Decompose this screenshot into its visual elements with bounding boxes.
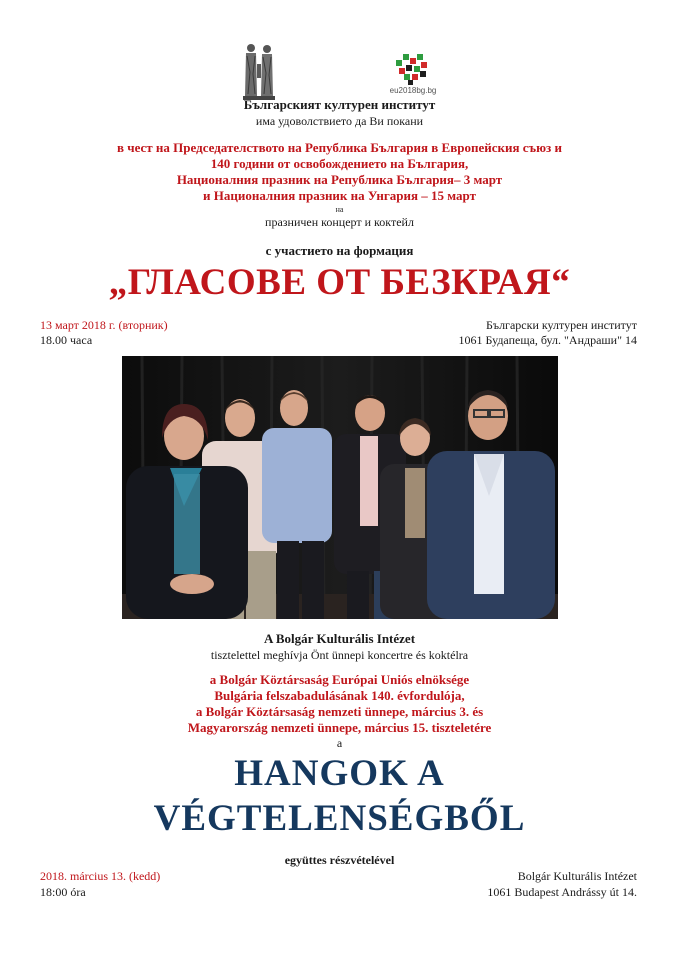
bg-pleasure-line: има удоволствието да Ви покани bbox=[255, 114, 424, 128]
eu-presidency-caption: eu2018bg.bg bbox=[389, 86, 437, 95]
hu-title-line1: HANGOK A bbox=[234, 753, 445, 794]
bg-na: на bbox=[335, 205, 344, 214]
hu-honor-line: Magyarország nemzeti ünnepe, március 15. tiszteletére bbox=[187, 720, 492, 735]
hu-a: a bbox=[336, 736, 343, 750]
hu-participation-line: együttes részvételével bbox=[284, 853, 395, 867]
bg-event-line: празничен концерт и коктейл bbox=[265, 215, 414, 229]
hu-address: 1061 Budapest Andrássy út 14. bbox=[487, 885, 637, 899]
bg-venue: Български културен институт bbox=[485, 318, 637, 332]
hu-venue: Bolgár Kulturális Intézet bbox=[517, 869, 637, 883]
bg-participation-line: с участието на формация bbox=[265, 243, 414, 258]
bg-address: 1061 Будапеща, бул. "Андраши" 14 bbox=[458, 333, 637, 347]
hu-invite-line: tisztelettel meghívja Önt ünnepi koncertre és koktélra bbox=[210, 648, 469, 662]
bg-honor-line: в чест на Председателството на Република България в Европейския съюз и bbox=[117, 140, 562, 155]
hu-honor-line: a Bolgár Köztársaság Európai Uniós elnöksége bbox=[209, 672, 470, 687]
bg-time: 18.00 часа bbox=[40, 333, 93, 347]
bg-title: „ГЛАСОВЕ ОТ БЕЗКРАЯ“ bbox=[108, 262, 571, 303]
bg-honor-line: и Националния празник на Унгария – 15 март bbox=[203, 188, 476, 203]
hu-institute-name: A Bolgár Kulturális Intézet bbox=[263, 631, 416, 646]
saints-statue-logo bbox=[241, 42, 277, 100]
bg-honor-line: 140 години от освобождението на България, bbox=[210, 156, 469, 171]
hu-honor-line: Bulgária felszabadulásának 140. évfordulója, bbox=[214, 688, 465, 703]
bg-honor-line: Националния празник на Република България– 3 март bbox=[176, 172, 503, 187]
hu-time: 18:00 óra bbox=[40, 885, 86, 899]
eu-presidency-logo bbox=[394, 52, 428, 86]
bg-institute-name: Българският културен институт bbox=[243, 97, 436, 112]
group-photo bbox=[122, 356, 558, 619]
bg-date: 13 март 2018 г. (вторник) bbox=[40, 318, 168, 332]
hu-honor-line: a Bolgár Köztársaság nemzeti ünnepe, március 3. és bbox=[195, 704, 484, 719]
hu-date: 2018. március 13. (kedd) bbox=[40, 869, 161, 883]
hu-title-line2: VÉGTELENSÉGBŐL bbox=[153, 798, 526, 839]
